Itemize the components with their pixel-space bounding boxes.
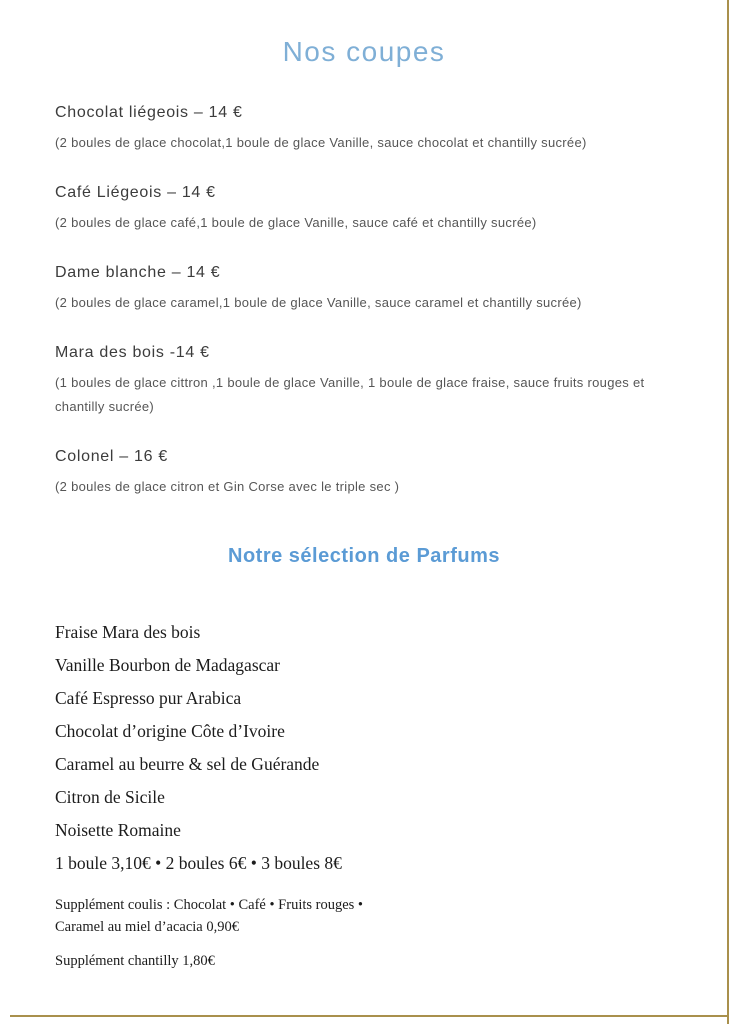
menu-item-name: Colonel – 16 €: [55, 448, 168, 465]
supplements: [55, 894, 673, 972]
flavor-item: Fraise Mara des bois: [55, 622, 201, 642]
parfums-section-title: Notre sélection de Parfums: [228, 545, 500, 567]
flavor-item: Café Espresso pur Arabica: [55, 688, 242, 708]
menu-item: [55, 448, 673, 499]
flavor-item: Vanille Bourbon de Madagascar: [55, 655, 280, 675]
supplement-coulis-line2: Caramel au miel d’acacia 0,90€: [55, 919, 239, 935]
scoop-price-line: 1 boule 3,10€ • 2 boules 6€ • 3 boules 8€: [55, 853, 342, 873]
menu-item-description: (2 boules de glace café,1 boule de glace Vanille, sauce café et chantilly sucrée): [55, 215, 537, 230]
menu-item-name: Chocolat liégeois – 14 €: [55, 104, 243, 121]
coupes-list: [55, 104, 673, 499]
menu-item-name: Mara des bois -14 €: [55, 344, 210, 361]
menu-item: [55, 264, 673, 315]
flavors-list: [55, 616, 673, 880]
menu-item: [55, 104, 673, 155]
flavor-item: Caramel au beurre & sel de Guérande: [55, 754, 320, 774]
page-border-right: [727, 0, 729, 1024]
menu-item-name: Dame blanche – 14 €: [55, 264, 221, 281]
menu-item: [55, 344, 673, 419]
supplement-coulis-line1: Supplément coulis : Chocolat • Café • Fruits rouges •: [55, 897, 364, 913]
page-title: Nos coupes: [282, 36, 446, 67]
menu-item-description: (1 boules de glace cittron ,1 boule de glace Vanille, 1 boule de glace fraise, sauce fruits rouges et chantilly sucrée): [55, 375, 645, 414]
menu-item-name: Café Liégeois – 14 €: [55, 184, 216, 201]
page-border-bottom: [10, 1015, 729, 1017]
flavor-item: Chocolat d’origine Côte d’Ivoire: [55, 721, 285, 741]
menu-item-description: (2 boules de glace chocolat,1 boule de glace Vanille, sauce chocolat et chantilly sucrée): [55, 135, 587, 150]
menu-item-description: (2 boules de glace caramel,1 boule de glace Vanille, sauce caramel et chantilly sucrée): [55, 295, 582, 310]
flavor-item: Noisette Romaine: [55, 820, 181, 840]
menu-item-description: (2 boules de glace citron et Gin Corse avec le triple sec ): [55, 479, 400, 494]
flavor-item: Citron de Sicile: [55, 787, 165, 807]
supplement-chantilly: Supplément chantilly 1,80€: [55, 953, 215, 969]
menu-item: [55, 184, 673, 235]
